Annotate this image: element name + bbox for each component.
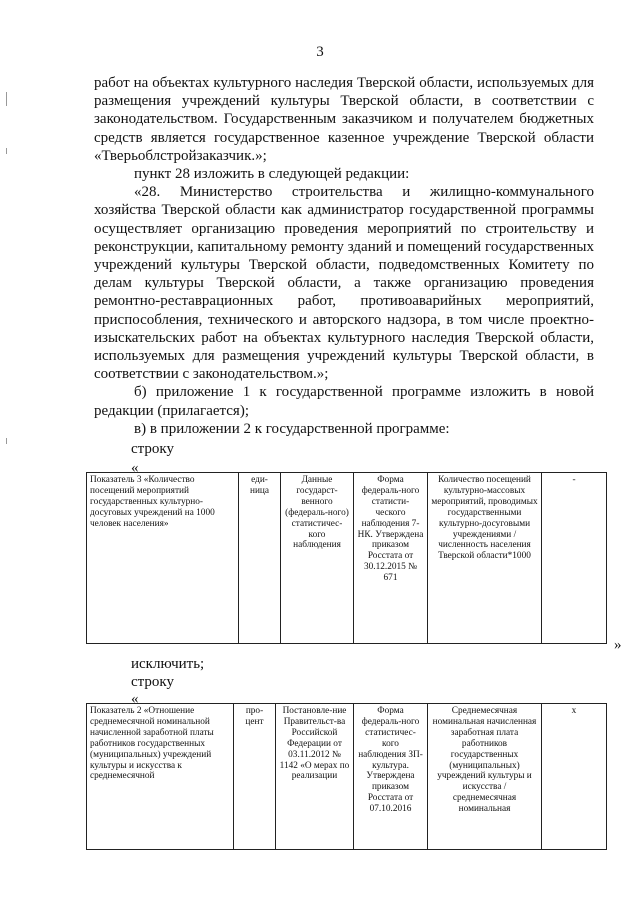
document-body xyxy=(94,74,594,438)
table-row-replacement xyxy=(86,703,607,850)
form-cell: Форма федераль-ного статистичес-кого наблюдения ЗП-культура. Утверждена приказом Росстата от 07.10.2016 xyxy=(354,704,428,850)
margin-mark xyxy=(6,438,7,444)
indicator-name-cell: Показатель 3 «Количество посещений мероприятий государственных культурно-досуговых учреждений на 1000 человек населения» xyxy=(87,473,239,644)
paragraph-continuation: работ на объектах культурного наследия Тверской области, используемых для размещения учреждений культуры Тверской области, в соответствии с законодательством. Государственным заказчиком и получателем бюджетных средств является государственное казенное учреждение Тверской области «Тверьоблстройзаказчик.»; xyxy=(94,75,594,164)
paragraph-b: б) приложение 1 к государственной программе изложить в новой редакции (прилагается); xyxy=(94,384,594,419)
formula-cell: Количество посещений культурно-массовых мероприятий, проводимых государственными культурно-досуговыми учреждениями / численность населения Тверской области*1000 xyxy=(428,473,542,644)
margin-mark xyxy=(6,148,7,154)
margin-mark xyxy=(6,92,7,106)
formula-cell: Среднемесячная номинальная начисленная заработная плата работников государственных (муниципальных) учреждений культуры и искусства / среднемесячная номинальная xyxy=(428,704,542,850)
open-quote-1: « xyxy=(131,460,139,476)
table-row-excluded xyxy=(86,472,607,644)
label-exclude: исключить; xyxy=(131,656,205,672)
form-cell: Форма федераль-ного статисти-ческого наблюдения 7-НК. Утверждена приказом Росстата от 30.12.2015 № 671 xyxy=(354,473,428,644)
paragraph-item-28-intro: пункт 28 изложить в следующей редакции: xyxy=(134,166,410,183)
unit-cell: про-цент xyxy=(234,704,276,850)
source-cell: Данные государст-венного (федераль-ного) статистичес-кого наблюдения xyxy=(281,473,354,644)
indicator-name-cell: Показатель 2 «Отношение среднемесячной номинальной начисленной заработной платы работников государственных (муниципальных) учреждений культуры и искусства к среднемесячной xyxy=(87,704,234,850)
table-row xyxy=(87,704,607,850)
value-cell: - xyxy=(542,473,607,644)
paragraph-item-28-text: «28. Министерство строительства и жилищно-коммунального хозяйства Тверской области как администратор государственной программы осуществляет организацию проведения мероприятий по строительству и реконструкции, капитальному ремонту зданий и помещений государственных учреждений культуры Тверской области, подведомственных Комитету по делам культуры Тверской области, а также организацию проведения ремонтно-реставрационных работ, противоаварийных мероприятий, приспособления, технического и авторского надзора, в том числе проектно-изыскательских работ на объектах культурного наследия Тверской области, используемых для размещения учреждений культуры Тверской области, в соответствии с законодательством.»; xyxy=(94,184,594,383)
paragraph-v: в) в приложении 2 к государственной программе: xyxy=(134,420,450,437)
close-quote-1: » xyxy=(614,637,622,653)
value-cell: х xyxy=(542,704,607,850)
page-number: 3 xyxy=(316,44,324,60)
label-row-1: строку xyxy=(131,441,174,457)
table-row xyxy=(87,473,607,644)
unit-cell: еди-ница xyxy=(239,473,281,644)
label-row-2: строку xyxy=(131,674,174,690)
source-cell: Постановле-ние Правительст-ва Российской Федерации от 03.11.2012 № 1142 «О мерах по реализации xyxy=(276,704,354,850)
open-quote-2: « xyxy=(131,691,139,707)
